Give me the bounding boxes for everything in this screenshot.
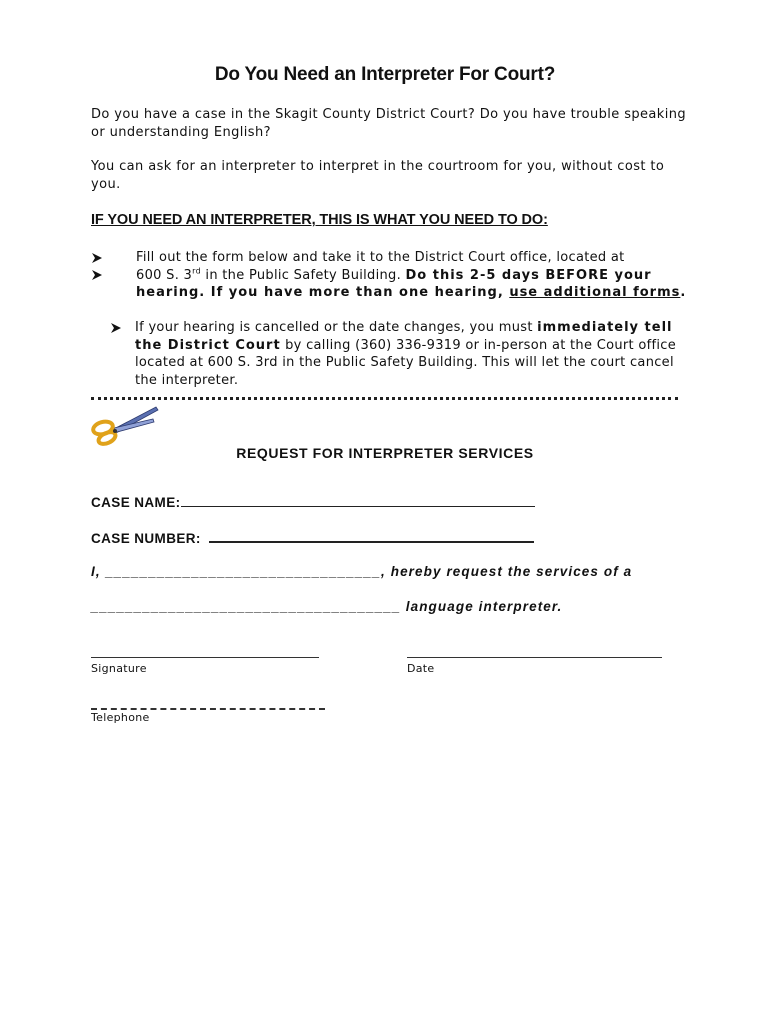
bullet2-text-post: by calling (360) 336-9319 or in-person at the Court office located at 600 S. 3rd in the Public Safety Building. This will let the court cancel the interpreter. (135, 337, 677, 388)
signature-label: Signature (91, 662, 147, 675)
bullet1-line3 (136, 284, 696, 302)
bullet1-building: in the Public Safety Building. (200, 267, 406, 283)
case-number-field[interactable] (209, 529, 534, 543)
telephone-label: Telephone (91, 711, 150, 724)
bullet1-address: 600 S. 3 (136, 267, 193, 283)
bullet1-deadline: Do this 2-5 days BEFORE your (405, 267, 652, 283)
bullet1-superscript: rd (192, 266, 201, 276)
bullet1-line2 (136, 267, 696, 285)
arrow-bullet-icon (91, 269, 103, 281)
cut-line-divider (91, 397, 678, 400)
arrow-bullet-icon (91, 252, 103, 264)
bullet1-additional-forms: use additional forms (509, 285, 681, 300)
case-number-label: CASE NUMBER: (91, 531, 201, 546)
case-name-field[interactable] (181, 494, 535, 507)
telephone-field[interactable] (91, 708, 325, 710)
language-field[interactable]: ____________________________________ (91, 599, 401, 614)
instructions-heading: IF YOU NEED AN INTERPRETER, THIS IS WHAT YOU NEED TO DO: (91, 212, 548, 228)
language-suffix: language interpreter. (400, 599, 563, 614)
case-number-row (91, 529, 534, 546)
signature-field[interactable] (91, 657, 319, 658)
scissors-icon (90, 404, 160, 448)
bullet-item-submit-form (136, 249, 696, 302)
intro-paragraph-2: You can ask for an interpreter to interpret in the courtroom for you, without cost to you. (91, 159, 665, 192)
requester-name-field[interactable]: ________________________________ (105, 564, 382, 579)
bullet1-multiple-hearings: hearing. If you have more than one hearing, (136, 285, 510, 300)
language-statement-line (91, 599, 562, 614)
bullet-item-cancellation (110, 319, 690, 389)
bullet1-line1: Fill out the form below and take it to the District Court office, located at (136, 250, 625, 265)
page-title: Do You Need an Interpreter For Court? (214, 64, 556, 85)
intro-paragraph-1: Do you have a case in the Skagit County District Court? Do you have trouble speaking or understanding English? (91, 107, 687, 140)
case-name-row (91, 494, 535, 510)
bullet1-period: . (680, 285, 687, 300)
bullet2-emphasis: immediately tell the District Court (135, 320, 673, 353)
request-prefix: I, (91, 564, 106, 579)
date-field[interactable] (407, 657, 662, 658)
arrow-bullet-icon (110, 322, 122, 334)
form-title: REQUEST FOR INTERPRETER SERVICES (236, 445, 534, 461)
bullet2-text-pre: If your hearing is cancelled or the date changes, you must (135, 320, 538, 335)
request-statement-line (91, 564, 632, 579)
request-suffix: , hereby request the services of a (381, 564, 633, 579)
date-label: Date (407, 662, 435, 675)
case-name-label: CASE NAME: (91, 495, 181, 510)
